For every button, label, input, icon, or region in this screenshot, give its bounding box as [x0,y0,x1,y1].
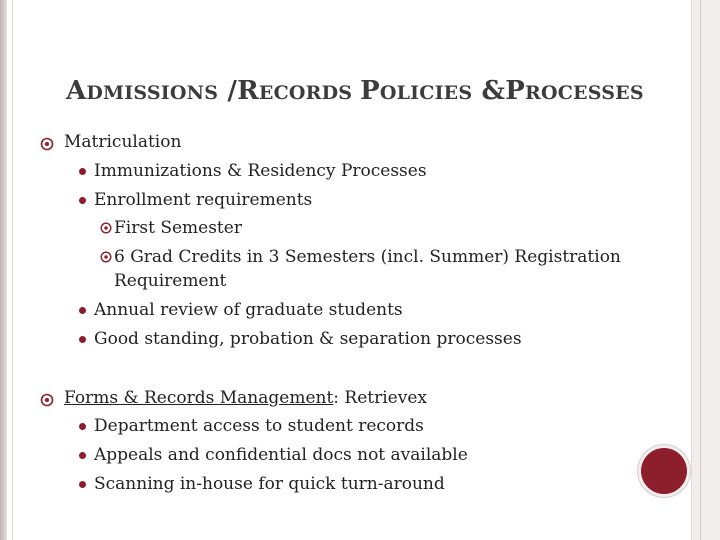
circle-bullet-icon [100,222,112,234]
list-item: Enrollment requirements [94,190,313,210]
dot-bullet-icon [79,168,86,175]
heading-rest: : Retrievex [333,388,427,408]
circle-bullet-icon [40,393,54,407]
right-border-strip [691,0,720,540]
section-heading-matriculation: Matriculation [64,132,182,152]
dot-bullet-icon [79,197,86,204]
list-item: Scanning in-house for quick turn-around [94,474,445,494]
list-item: Annual review of graduate students [94,300,403,320]
circle-bullet-icon [40,137,54,151]
decorative-circle [641,448,687,494]
sub-list-item: 6 Grad Credits in 3 Semesters (incl. Summer) Registration [114,247,621,267]
left-border-line [12,0,13,540]
left-border-strip [0,0,7,540]
circle-bullet-icon [100,251,112,263]
dot-bullet-icon [79,336,86,343]
dot-bullet-icon [79,307,86,314]
dot-bullet-icon [79,423,86,430]
sub-list-item: First Semester [114,218,242,238]
section-heading-forms [64,388,427,408]
sub-list-item-continuation: Requirement [114,271,227,291]
list-item: Department access to student records [94,416,424,436]
slide-title: ADMISSIONS /RECORDS POLICIES &PROCESSES [66,76,644,106]
dot-bullet-icon [79,481,86,488]
list-item: Immunizations & Residency Processes [94,161,427,181]
list-item: Appeals and confidential docs not available [94,445,468,465]
underlined-heading: Forms & Records Management [64,388,334,408]
list-item: Good standing, probation & separation processes [94,329,522,349]
dot-bullet-icon [79,452,86,459]
